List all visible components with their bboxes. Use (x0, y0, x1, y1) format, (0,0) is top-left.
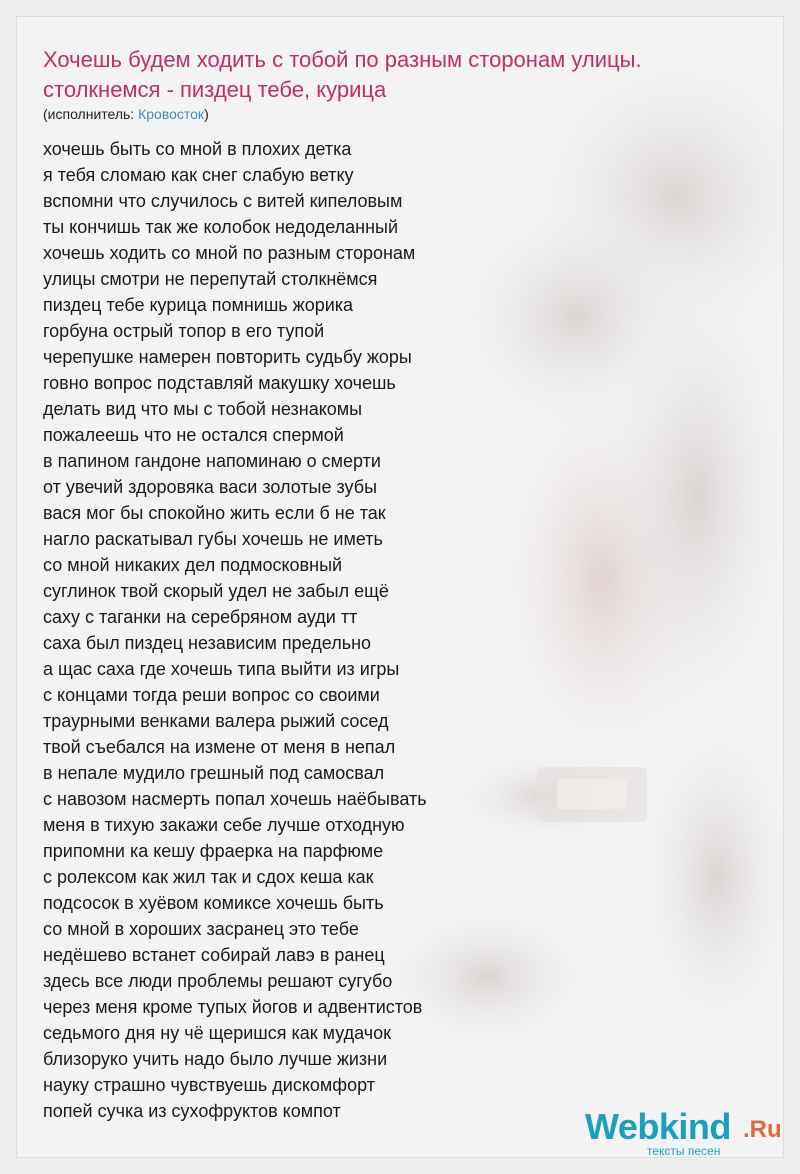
lyric-line: недёшево встанет собирай лавэ в ранец (43, 945, 385, 965)
lyric-line: твой съебался на измене от меня в непал (43, 737, 396, 757)
lyric-line: горбуна острый топор в его тупой (43, 321, 325, 341)
lyric-line: подсосок в хуёвом комиксе хочешь быть (43, 893, 384, 913)
lyric-line: я тебя сломаю как снег слабую ветку (43, 165, 354, 185)
lyric-line: в папином гандоне напоминаю о смерти (43, 451, 381, 471)
title-line-1: Хочешь будем ходить с тобой по разным сторонам улицы. (43, 47, 642, 72)
lyric-line: саха был пиздец независим предельно (43, 633, 372, 653)
logo-tagline: тексты песен (647, 1144, 721, 1158)
site-logo[interactable] (585, 1107, 784, 1157)
artist-suffix: ) (204, 106, 209, 122)
lyric-line: с навозом насмерть попал хочешь наёбывать (43, 789, 427, 809)
lyric-line: делать вид что мы с тобой незнакомы (43, 399, 363, 419)
page-title (43, 45, 763, 105)
artist-link[interactable]: Кровосток (138, 106, 205, 122)
lyric-line: говно вопрос подставляй макушку хочешь (43, 373, 396, 393)
lyric-line: здесь все люди проблемы решают сугубо (43, 971, 393, 991)
lyric-line: хочешь быть со мной в плохих детка (43, 139, 352, 159)
lyrics-card (16, 16, 784, 1158)
lyric-line: улицы смотри не перепутай столкнёмся (43, 269, 378, 289)
lyric-line: суглинок твой скорый удел не забыл ещё (43, 581, 389, 601)
lyric-line: с концами тогда реши вопрос со своими (43, 685, 380, 705)
lyric-line: с ролексом как жил так и сдох кеша как (43, 867, 374, 887)
artist-credit (43, 105, 209, 123)
title-line-2: столкнемся - пиздец тебе, курица (43, 77, 387, 102)
lyric-line: науку страшно чувствуешь дискомфорт (43, 1075, 375, 1095)
lyric-line: через меня кроме тупых йогов и адвентистов (43, 997, 423, 1017)
lyric-line: траурными венками валера рыжий сосед (43, 711, 389, 731)
lyric-line: саху с таганки на серебряном ауди тт (43, 607, 358, 627)
lyric-line: от увечий здоровяка васи золотые зубы (43, 477, 378, 497)
lyric-line: попей сучка из сухофруктов компот (43, 1101, 341, 1121)
lyric-line: в непале мудило грешный под самосвал (43, 763, 385, 783)
logo-tld: .Ru (743, 1116, 782, 1143)
lyric-line: близоруко учить надо было лучше жизни (43, 1049, 388, 1069)
lyric-line: меня в тихую закажи себе лучше отходную (43, 815, 405, 835)
lyric-line: нагло раскатывал губы хочешь не иметь (43, 529, 383, 549)
logo-wordmark: Webkind (585, 1106, 731, 1147)
lyric-line: ты кончишь так же колобок недоделанный (43, 217, 399, 237)
lyric-line: а щас саха где хочешь типа выйти из игры (43, 659, 400, 679)
lyric-line: вспомни что случилось с витей кипеловым (43, 191, 403, 211)
lyric-line: пожалеешь что не остался спермой (43, 425, 344, 445)
lyric-line: пиздец тебе курица помнишь жорика (43, 295, 354, 315)
lyric-line: со мной в хороших засранец это тебе (43, 919, 359, 939)
lyric-line: вася мог бы спокойно жить если б не так (43, 503, 386, 523)
lyric-line: черепушке намерен повторить судьбу жоры (43, 347, 412, 367)
lyrics-text (43, 136, 427, 1124)
lyric-line: припомни ка кешу фраерка на парфюме (43, 841, 384, 861)
lyric-line: хочешь ходить со мной по разным сторонам (43, 243, 416, 263)
lyric-line: седьмого дня ну чё щеришся как мудачок (43, 1023, 391, 1043)
artist-prefix: (исполнитель: (43, 106, 139, 122)
lyric-line: со мной никаких дел подмосковный (43, 555, 343, 575)
